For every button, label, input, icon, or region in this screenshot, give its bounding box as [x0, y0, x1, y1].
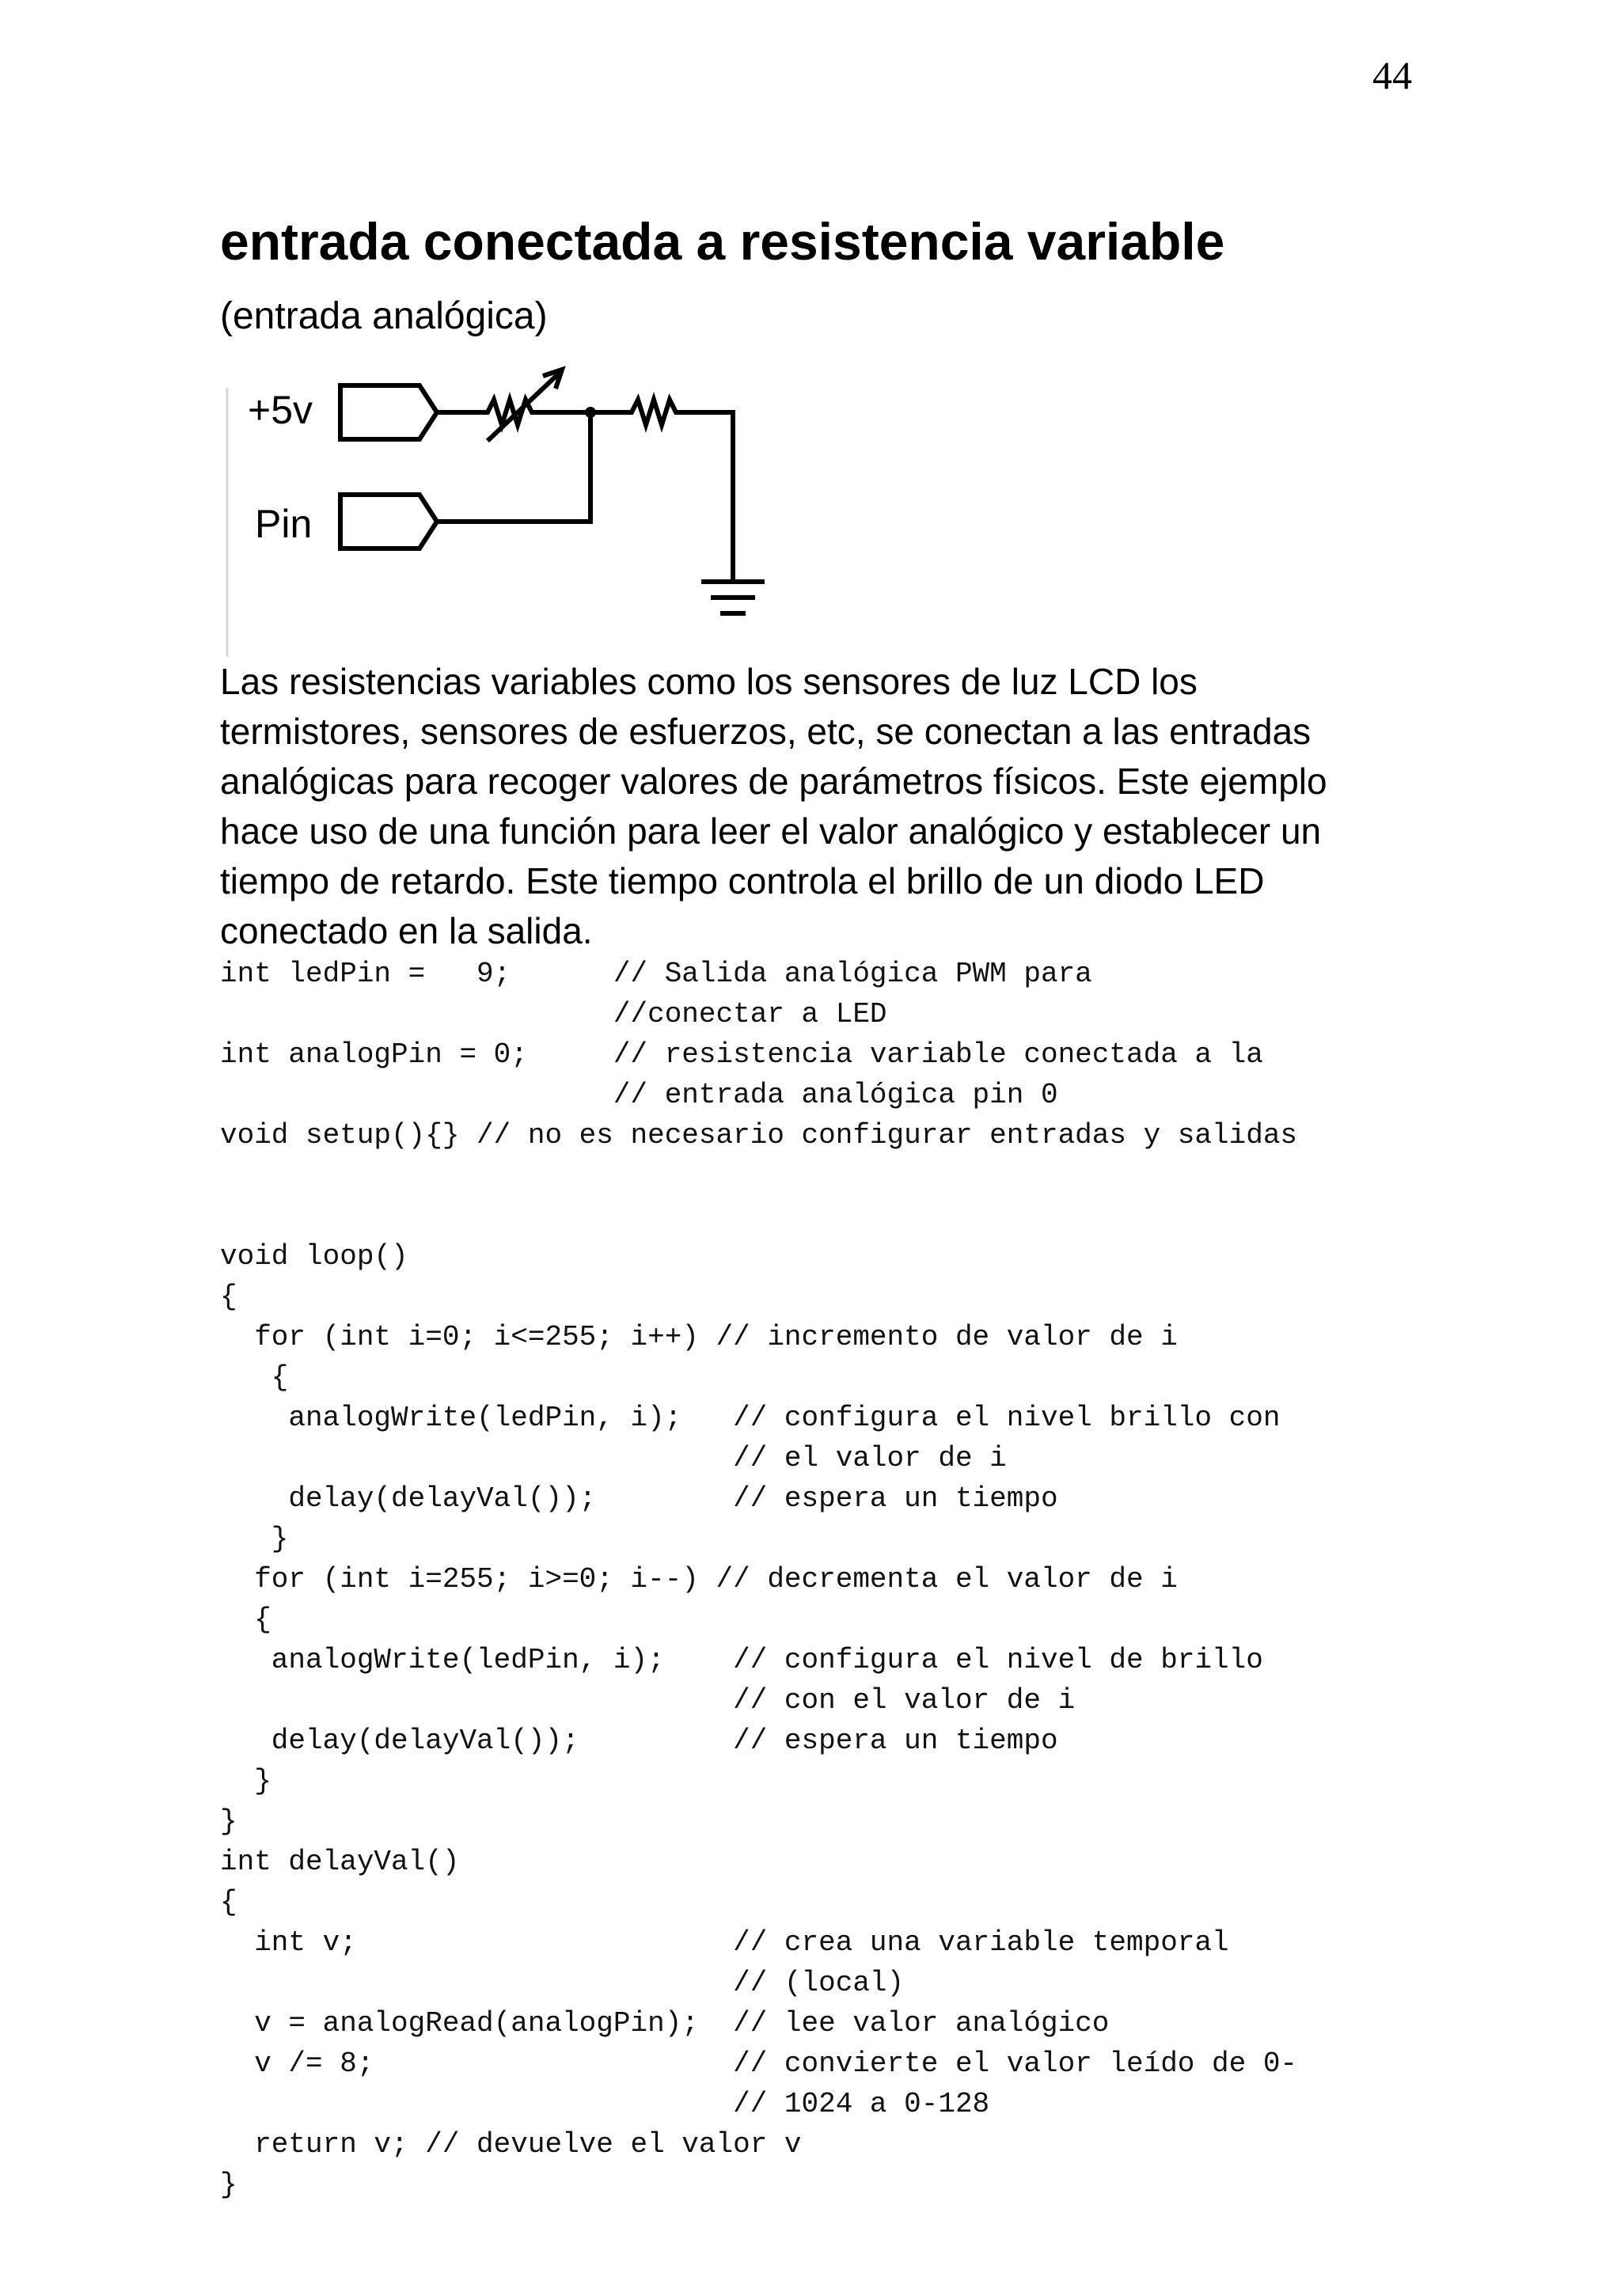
ground-icon: [701, 582, 765, 613]
page-number: 44: [1372, 53, 1412, 97]
code-line: v /= 8; // convierte el valor leído de 0-: [220, 2047, 1298, 2080]
section-subtitle: (entrada analógica): [220, 295, 548, 337]
code-line: delay(delayVal()); // espera un tiempo: [220, 1725, 1058, 1757]
section-title: entrada conectada a resistencia variable: [220, 212, 1225, 271]
code-line: analogWrite(ledPin, i); // configura el nivel de brillo: [220, 1644, 1263, 1676]
code-line: //conectar a LED: [220, 998, 887, 1030]
code-line: delay(delayVal()); // espera un tiempo: [220, 1482, 1058, 1515]
potentiometer-arrow: [488, 372, 560, 441]
code-line: analogWrite(ledPin, i); // configura el nivel brillo con: [220, 1402, 1281, 1434]
code-line: int v; // crea una variable temporal: [220, 1926, 1229, 1959]
code-line: [220, 1196, 1423, 1236]
code-line: for (int i=255; i>=0; i--) // decrementa el valor de i: [220, 1563, 1178, 1596]
paragraph-line: Las resistencias variables como los sensores de luz LCD los: [220, 661, 1198, 702]
code-line: [220, 1156, 1423, 1196]
paragraph-line: analógicas para recoger valores de parámetros físicos. Este ejemplo: [220, 761, 1327, 802]
code-line: {: [220, 1281, 237, 1313]
pin-wire: [437, 412, 590, 522]
code-line: }: [220, 2169, 237, 2201]
fixed-resistor: [590, 400, 733, 582]
code-line: for (int i=0; i<=255; i++) // incremento de valor de i: [220, 1321, 1178, 1353]
paragraph-line: hace uso de una función para leer el valor analógico y establecer un: [220, 810, 1322, 852]
code-line: }: [220, 1805, 237, 1838]
code-line: // el valor de i: [220, 1442, 1007, 1474]
junction-node: [585, 407, 596, 418]
code-line: {: [220, 1361, 289, 1394]
label-5v: +5v: [248, 388, 313, 432]
code-line: int analogPin = 0; // resistencia variable conectada a la: [220, 1038, 1263, 1071]
code-line: int delayVal(): [220, 1846, 460, 1878]
code-line: // con el valor de i: [220, 1684, 1076, 1717]
code-line: void loop(): [220, 1240, 408, 1273]
code-line: void setup(){} // no es necesario configurar entradas y salidas: [220, 1119, 1298, 1152]
code-line: }: [220, 1765, 271, 1797]
variable-resistor: [437, 400, 590, 425]
5v-connector: [340, 385, 437, 439]
code-line: v = analogRead(analogPin); // lee valor analógico: [220, 2007, 1110, 2040]
code-line: int ledPin = 9; // Salida analógica PWM para: [220, 958, 1092, 990]
code-line: {: [220, 1603, 271, 1636]
paragraph-line: tiempo de retardo. Este tiempo controla el brillo de un diodo LED: [220, 860, 1265, 901]
code-line: {: [220, 1886, 237, 1918]
code-line: // (local): [220, 1967, 905, 1999]
code-line: // entrada analógica pin 0: [220, 1079, 1058, 1111]
code-line: return v; // devuelve el valor v: [220, 2128, 802, 2161]
description-paragraph: [220, 657, 1423, 956]
paragraph-line: termistores, sensores de esfuerzos, etc, se conectan a las entradas: [220, 711, 1312, 752]
code-block: [220, 954, 1423, 2205]
label-pin: Pin: [255, 502, 313, 546]
paragraph-line: conectado en la salida.: [220, 910, 593, 951]
code-line: }: [220, 1523, 289, 1555]
pin-connector: [340, 495, 437, 548]
code-line: // 1024 a 0-128: [220, 2088, 990, 2120]
